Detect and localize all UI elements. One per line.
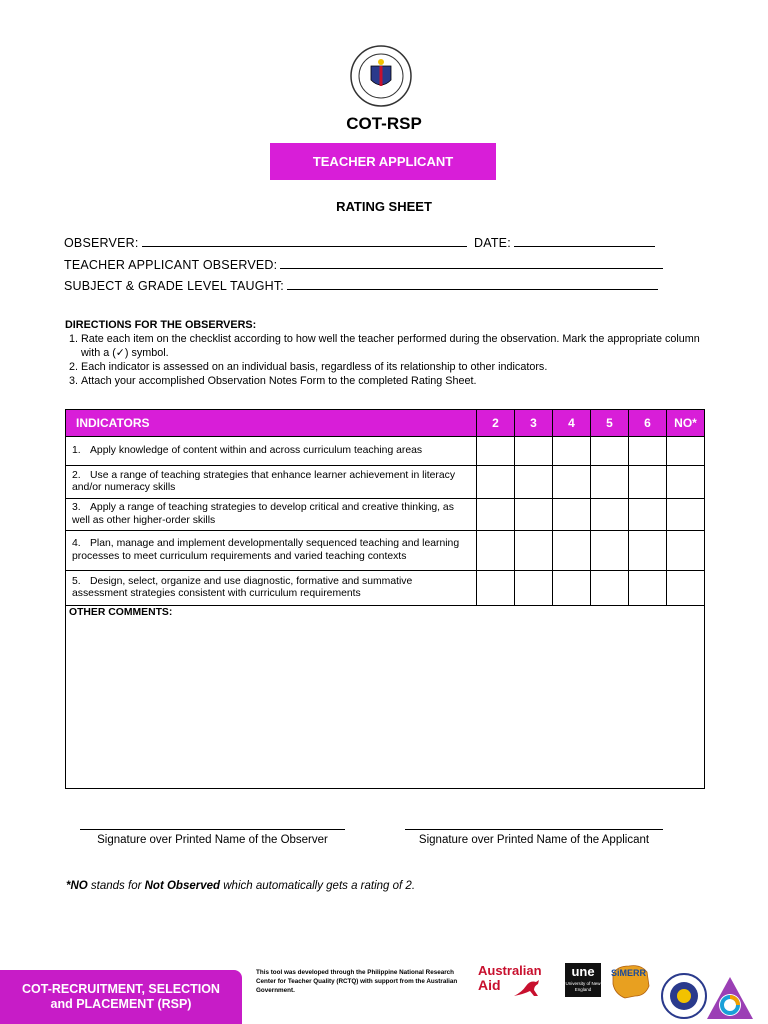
rating-cell[interactable] <box>553 499 591 531</box>
rating-cell[interactable] <box>553 571 591 606</box>
rating-cell[interactable] <box>477 437 515 466</box>
indicator-number: 5. <box>72 575 81 587</box>
kangaroo-icon <box>512 978 542 998</box>
une-logo <box>565 963 601 997</box>
indicator-cell <box>66 499 477 531</box>
note-no: NO <box>70 880 88 892</box>
observer-signature <box>80 829 345 846</box>
rating-cell[interactable] <box>629 437 667 466</box>
table-row <box>66 437 705 466</box>
rating-cell[interactable] <box>667 437 705 466</box>
observer-signature-label: Signature over Printed Name of the Observer <box>97 834 328 846</box>
indicator-cell <box>66 466 477 499</box>
applicant-signature-label: Signature over Printed Name of the Applicant <box>418 834 650 846</box>
table-row <box>66 571 705 606</box>
footer-band-line2: and PLACEMENT (RSP) <box>50 997 192 1011</box>
other-comments-box[interactable] <box>66 606 705 789</box>
rating-cell[interactable] <box>553 466 591 499</box>
observer-signature-line[interactable] <box>80 829 345 830</box>
table-header-row <box>66 410 705 437</box>
rating-cell[interactable] <box>477 531 515 571</box>
rating-cell[interactable] <box>591 466 629 499</box>
simerr-logo <box>605 958 653 1004</box>
direction-item: 1. Rate each item on the checklist according to how well the teacher performed during the observation. Mark the appropriate column with a (✓) symbol. <box>81 332 705 360</box>
direction-item: 3. Attach your accomplished Observation Notes Form to the completed Rating Sheet. <box>81 374 705 388</box>
table-row <box>66 466 705 499</box>
rating-cell[interactable] <box>667 466 705 499</box>
rating-cell[interactable] <box>667 571 705 606</box>
column-header: 3 <box>515 410 553 437</box>
indicator-cell <box>66 437 477 466</box>
rating-sheet-subtitle: RATING SHEET <box>336 199 432 214</box>
rating-cell[interactable] <box>629 531 667 571</box>
other-comments-label: OTHER COMMENTS: <box>69 607 173 618</box>
rctq-logo <box>705 975 755 1021</box>
cot-rsp-footer-band <box>0 970 242 1024</box>
rating-cell[interactable] <box>553 437 591 466</box>
rating-cell[interactable] <box>477 499 515 531</box>
rating-cell[interactable] <box>667 531 705 571</box>
agency-seal-logo <box>660 972 708 1020</box>
une-text: une <box>571 964 595 979</box>
australian-aid-logo <box>478 964 553 998</box>
indicator-text: Design, select, organize and use diagnostic, formative and summative assessment strategies consistent with curriculum requirements <box>72 575 413 599</box>
rating-cell[interactable] <box>591 571 629 606</box>
table-row <box>66 531 705 571</box>
footnote <box>66 880 415 892</box>
observer-input-line[interactable] <box>142 235 467 247</box>
teacher-applicant-input-line[interactable] <box>280 257 663 269</box>
rating-cell[interactable] <box>515 571 553 606</box>
comments-row <box>66 606 705 789</box>
subject-grade-input-line[interactable] <box>287 278 658 290</box>
observer-label: OBSERVER: <box>64 236 139 250</box>
footer-band-line1: COT-RECRUITMENT, SELECTION <box>22 982 220 996</box>
rating-cell[interactable] <box>515 499 553 531</box>
column-header: NO* <box>667 410 705 437</box>
observer-field <box>64 235 467 250</box>
rating-table <box>65 409 705 789</box>
teacher-applicant-banner: TEACHER APPLICANT <box>270 143 496 180</box>
date-input-line[interactable] <box>514 235 655 247</box>
rating-cell[interactable] <box>515 437 553 466</box>
indicator-number: 2. <box>72 469 81 481</box>
deped-seal-logo <box>341 44 421 108</box>
rating-cell[interactable] <box>477 466 515 499</box>
direction-item: 2. Each indicator is assessed on an individual basis, regardless of its relationship to other indicators. <box>81 360 705 374</box>
indicators-header: INDICATORS <box>66 410 477 437</box>
applicant-signature <box>405 829 663 846</box>
directions <box>65 318 705 388</box>
note-not-observed: Not Observed <box>144 880 221 892</box>
indicator-text: Plan, manage and implement developmentally sequenced teaching and learning processes to meet curriculum requirements and varied teaching contexts <box>72 538 460 562</box>
note-middle: stands for <box>87 880 145 892</box>
rating-cell[interactable] <box>591 437 629 466</box>
indicator-cell <box>66 571 477 606</box>
column-header: 5 <box>591 410 629 437</box>
rating-cell[interactable] <box>591 531 629 571</box>
australian-aid-text-2: Aid <box>478 977 501 993</box>
directions-heading: DIRECTIONS FOR THE OBSERVERS: <box>65 319 257 331</box>
applicant-signature-line[interactable] <box>405 829 663 830</box>
table-row <box>66 499 705 531</box>
rating-cell[interactable] <box>629 466 667 499</box>
rating-cell[interactable] <box>553 531 591 571</box>
rating-cell[interactable] <box>629 499 667 531</box>
column-header: 2 <box>477 410 515 437</box>
note-suffix: which automatically gets a rating of 2. <box>220 880 416 892</box>
column-header: 6 <box>629 410 667 437</box>
rating-cell[interactable] <box>477 571 515 606</box>
indicator-number: 4. <box>72 538 81 549</box>
rating-cell[interactable] <box>667 499 705 531</box>
indicator-number: 3. <box>72 502 81 513</box>
teacher-applicant-label: TEACHER APPLICANT OBSERVED: <box>64 258 278 272</box>
date-field <box>474 235 655 250</box>
indicator-cell <box>66 531 477 571</box>
date-label: DATE: <box>474 236 511 250</box>
australian-aid-text-1: Australian <box>478 963 542 978</box>
note-prefix: * <box>66 880 71 892</box>
rating-cell[interactable] <box>591 499 629 531</box>
rating-cell[interactable] <box>515 466 553 499</box>
indicator-text: Apply knowledge of content within and across curriculum teaching areas <box>90 444 423 456</box>
page-title: COT-RSP <box>346 114 422 133</box>
rating-cell[interactable] <box>515 531 553 571</box>
simerr-text: SiMERR <box>611 968 647 978</box>
indicator-text: Apply a range of teaching strategies to develop critical and creative thinking, as well as other higher-order skills <box>72 502 454 526</box>
footer-credit-text: This tool was developed through the Philippine National Research Center for Teacher Quality (RCTQ) with support from the Australian Government. <box>256 969 458 994</box>
rating-cell[interactable] <box>629 571 667 606</box>
teacher-applicant-field <box>64 257 663 272</box>
column-header: 4 <box>553 410 591 437</box>
une-subtext: University of New England <box>565 981 601 992</box>
subject-grade-label: SUBJECT & GRADE LEVEL TAUGHT: <box>64 279 284 293</box>
indicator-text: Use a range of teaching strategies that enhance learner achievement in literacy and/or numeracy skills <box>72 469 456 493</box>
subject-grade-field <box>64 278 658 293</box>
indicator-number: 1. <box>72 444 81 456</box>
